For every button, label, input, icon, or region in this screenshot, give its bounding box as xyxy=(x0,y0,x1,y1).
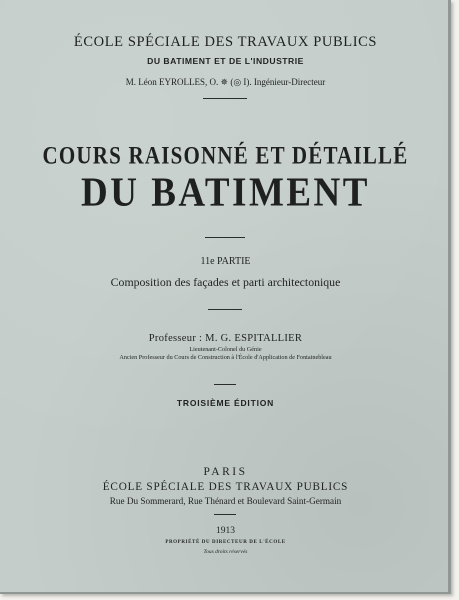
professor-title: Ancien Professeur du Cours de Construction à l'École d'Application de Fontainebleau xyxy=(119,354,332,361)
subject-title: Composition des façades et parti architectonique xyxy=(110,275,341,289)
course-title: COURS RAISONNÉ ET DÉTAILLÉ xyxy=(42,140,409,170)
main-title: DU BATIMENT xyxy=(81,169,370,216)
ownership-note: PROPRIÉTÉ DU DIRECTEUR DE L'ÉCOLE xyxy=(165,540,286,545)
publisher-address: Rue Du Sommerard, Rue Thénard et Boulevard Saint-Germain xyxy=(109,496,342,506)
school-name: ÉCOLE SPÉCIALE DES TRAVAUX PUBLICS xyxy=(73,34,378,50)
director-line: M. Léon EYROLLES, O. ✵ (◎ I). Ingénieur-Directeur xyxy=(125,77,326,87)
rights-note: Tous droits réservés xyxy=(203,549,248,555)
divider-bottom xyxy=(214,514,236,515)
cover-edge-bottom xyxy=(0,592,451,594)
publication-year: 1913 xyxy=(216,526,235,536)
cover-edge-right xyxy=(448,0,451,594)
professor-name: Professeur : M. G. ESPITALLIER xyxy=(148,333,303,344)
divider-edition xyxy=(214,384,236,385)
school-subtitle: DU BATIMENT ET DE L'INDUSTRIE xyxy=(147,56,304,66)
part-number: 11e PARTIE xyxy=(200,256,251,267)
divider-top xyxy=(203,98,247,99)
divider-subject xyxy=(208,309,242,310)
edition-label: TROISIÈME ÉDITION xyxy=(176,398,275,408)
publication-city: PARIS xyxy=(203,466,248,478)
professor-rank: Lieutenant-Colonel du Génie xyxy=(189,346,262,353)
divider-title xyxy=(205,237,245,238)
publisher-name: ÉCOLE SPÉCIALE DES TRAVAUX PUBLICS xyxy=(102,481,349,493)
